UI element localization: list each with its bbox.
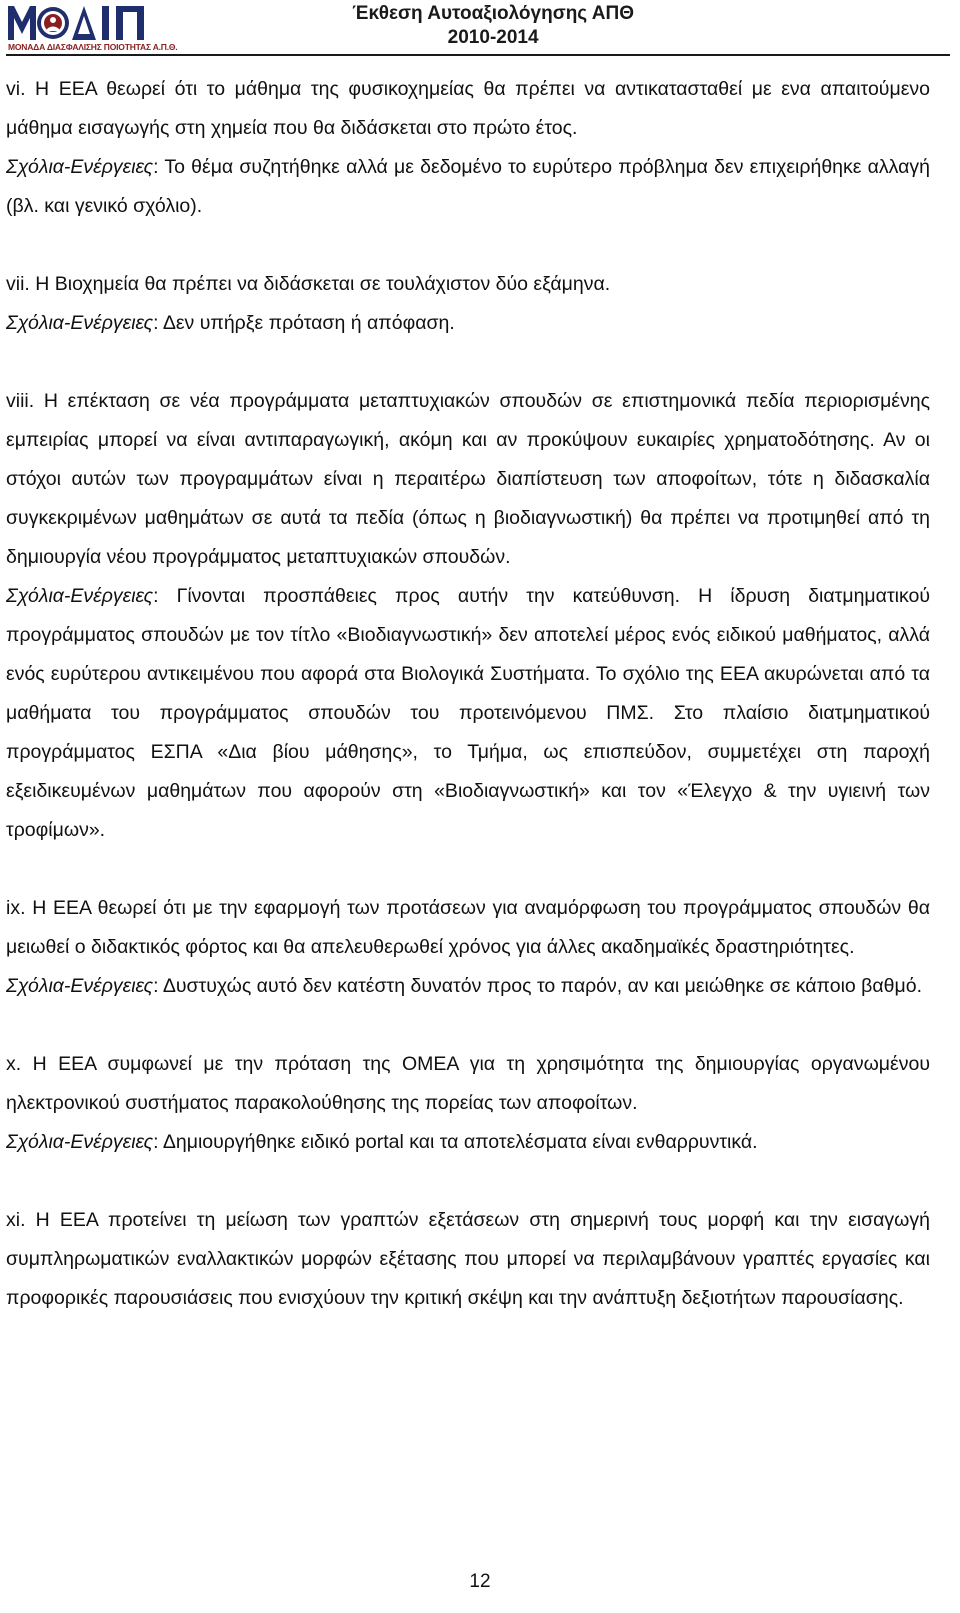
item-vi-comment bbox=[6, 148, 930, 226]
modip-logo bbox=[6, 2, 178, 54]
item-ix-text: ix. Η ΕΕΑ θεωρεί ότι με την εφαρμογή των προτάσεων για αναμόρφωση του προγράμματος σπουδών θα μειωθεί ο διδακτικός φόρτος και θα απελευθερωθεί χρόνος για άλλες ακαδημαϊκές δραστηριότητες. bbox=[6, 897, 930, 958]
item-vii-comment bbox=[6, 304, 930, 343]
comment-label: Σχόλια-Ενέργειες bbox=[6, 975, 154, 997]
item-ix-comment-text: : Δυστυχώς αυτό δεν κατέστη δυνατόν προς το παρόν, αν και μειώθηκε σε κάποιο βαθμό. bbox=[153, 975, 923, 997]
comment-label: Σχόλια-Ενέργειες bbox=[6, 585, 154, 607]
report-title bbox=[352, 2, 634, 50]
item-x-comment-text: : Δημιουργήθηκε ειδικό portal και τα αποτελέσματα είναι ενθαρρυντικά. bbox=[153, 1131, 758, 1153]
item-vii-text: vii. Η Βιοχημεία θα πρέπει να διδάσκεται σε τουλάχιστον δύο εξάμηνα. bbox=[6, 273, 611, 295]
comment-label: Σχόλια-Ενέργειες bbox=[6, 312, 154, 334]
item-viii-comment-text: : Γίνονται προσπάθειες προς αυτήν την κατεύθυνση. Η ίδρυση διατμηματικού προγράμματος σπουδών με τον τίτλο «Βιοδιαγνωστική» δεν αποτελεί μέρος ενός ειδικού μαθήματος, αλλά ενός ευρύτερου αντικειμένου που αφορά στα Βιολογικά Συστήματα. Το σχόλιο της ΕΕΑ ακυρώνεται από τα μαθήματα του προγράμματος σπουδών του προτεινόμενου ΠΜΣ. Στο πλαίσιο διατμηματικού προγράμματος ΕΣΠΑ «Δια βίου μάθησης», το Τμήμα, ως επισπεύδον, συμμετέχει στη παροχή εξειδικευμένων μαθημάτων που αφορούν στη «Βιοδιαγνωστική» και τον «Έλεγχο & την υγιεινή των τροφίμων». bbox=[6, 585, 930, 841]
logo-subtitle: ΜΟΝΑΔΑ ΔΙΑΣΦΑΛΙΣΗΣ ΠΟΙΟΤΗΤΑΣ Α.Π.Θ. bbox=[8, 42, 178, 52]
comment-label: Σχόλια-Ενέργειες bbox=[6, 156, 154, 178]
header-divider bbox=[6, 54, 950, 56]
item-vi-text: vi. Η ΕΕΑ θεωρεί ότι το μάθημα της φυσικοχημείας θα πρέπει να αντικατασταθεί με ενα απαιτούμενο μάθημα εισαγωγής στη χημεία που θα διδάσκεται στο πρώτο έτος. bbox=[6, 78, 930, 139]
page-header bbox=[0, 0, 960, 60]
item-viii-comment bbox=[6, 577, 930, 850]
item-x-comment bbox=[6, 1123, 930, 1162]
item-ix-comment bbox=[6, 967, 930, 1006]
item-xi-text: xi. Η ΕΕΑ προτείνει τη μείωση των γραπτών εξετάσεων στη σημερινή τους μορφή και την εισαγωγή συμπληρωματικών εναλλακτικών μορφών εξέτασης που μπορεί να περιλαμβάνουν γραπτές εργασίες και προφορικές παρουσιάσεις που ενισχύουν την κριτική σκέψη και την ανάπτυξη δεξιοτήτων παρουσίασης. bbox=[6, 1209, 930, 1309]
page-number: 12 bbox=[469, 1571, 491, 1592]
document-body bbox=[6, 70, 930, 1318]
item-vii-comment-text: : Δεν υπήρξε πρόταση ή απόφαση. bbox=[153, 312, 455, 334]
comment-label: Σχόλια-Ενέργειες bbox=[6, 1131, 154, 1153]
report-title-line2: 2010-2014 bbox=[447, 27, 539, 48]
report-title-line1: Έκθεση Αυτοαξιολόγησης ΑΠΘ bbox=[352, 3, 634, 24]
item-viii-text: viii. Η επέκταση σε νέα προγράμματα μεταπτυχιακών σπουδών σε επιστημονικά πεδία περιορισμένης εμπειρίας μπορεί να είναι αντιπαραγωγική, ακόμη και αν προκύψουν ευκαιρίες χρηματοδότησης. Αν οι στόχοι αυτών των προγραμμάτων είναι η περαιτέρω διαπίστευση των αποφοίτων, τότε η διδασκαλία συγκεκριμένων μαθημάτων σε αυτά τα πεδία (όπως η βιοδιαγνωστική) θα πρέπει να προτιμηθεί από τη δημιουργία νέου προγράμματος μεταπτυχιακών σπουδών. bbox=[6, 390, 930, 568]
item-x-text: x. Η ΕΕΑ συμφωνεί με την πρόταση της ΟΜΕΑ για τη χρησιμότητα της δημιουργίας οργανωμένου ηλεκτρονικού συστήματος παρακολούθησης της πορείας των αποφοίτων. bbox=[6, 1053, 930, 1114]
item-vi-comment-text: : Το θέμα συζητήθηκε αλλά με δεδομένο το ευρύτερο πρόβλημα δεν επιχειρήθηκε αλλαγή (βλ. και γενικό σχόλιο). bbox=[6, 156, 930, 217]
